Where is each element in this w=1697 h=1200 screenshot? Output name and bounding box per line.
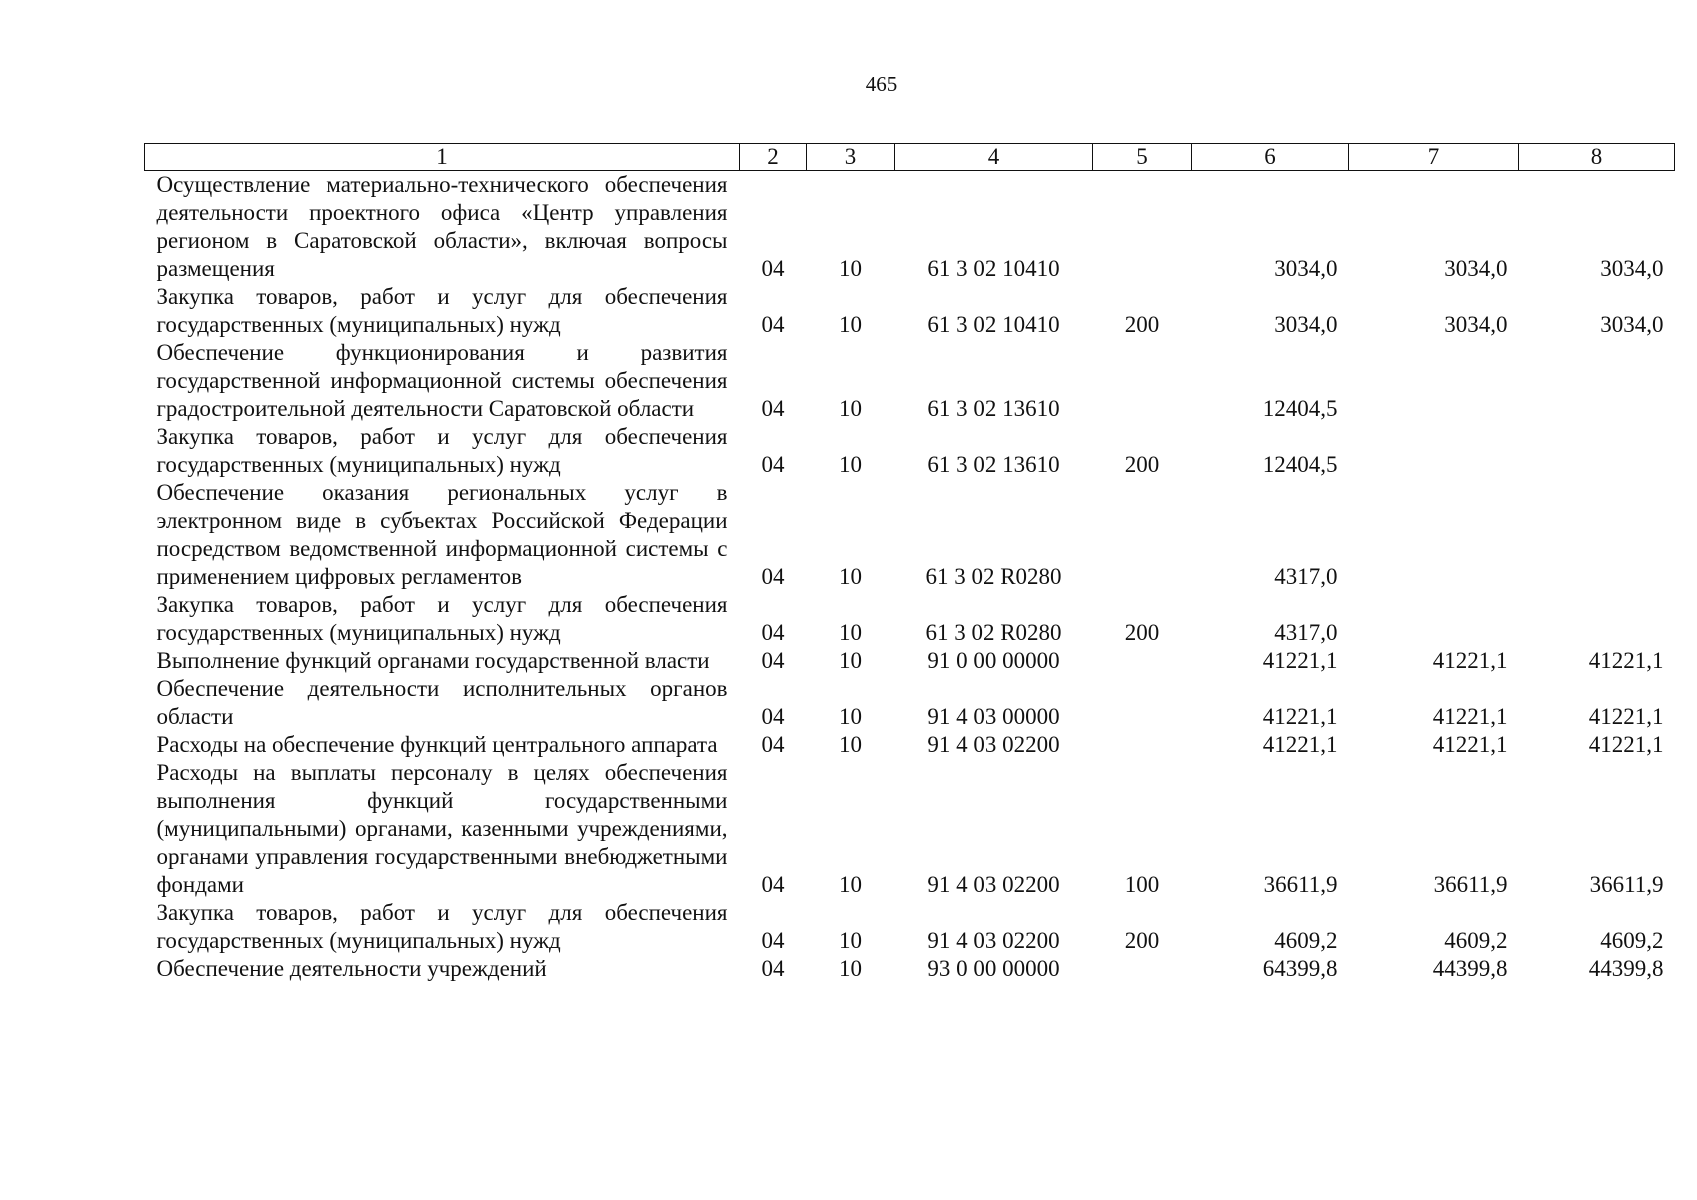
table-row xyxy=(145,675,1675,731)
cell-amount-8 xyxy=(1519,423,1675,479)
cell-subsection: 10 xyxy=(839,564,862,589)
column-header: 4 xyxy=(895,144,1093,171)
cell-amount-8: 41221,1 xyxy=(1588,732,1664,757)
table-header-row xyxy=(145,144,1675,171)
cell-target-code: 61 3 02 10410 xyxy=(927,312,1060,337)
cell-expense-type xyxy=(1093,731,1192,759)
table-row xyxy=(145,479,1675,591)
cell-section: 04 xyxy=(761,648,785,673)
row-name: Выполнение функций органами государственной власти xyxy=(156,648,710,673)
table-row xyxy=(145,339,1675,423)
cell-expense-type xyxy=(1093,339,1192,423)
cell-amount-7: 36611,9 xyxy=(1433,872,1508,897)
cell-section: 04 xyxy=(761,396,785,421)
cell-expense-type: 100 xyxy=(1124,872,1160,897)
cell-amount-6: 64399,8 xyxy=(1262,956,1338,981)
cell-amount-6: 41221,1 xyxy=(1262,704,1338,729)
cell-subsection: 10 xyxy=(839,396,862,421)
cell-amount-6: 4317,0 xyxy=(1274,564,1338,589)
cell-target-code: 91 0 00 00000 xyxy=(927,648,1060,673)
table-row xyxy=(145,731,1675,759)
table-row xyxy=(145,759,1675,899)
cell-subsection: 10 xyxy=(839,732,862,757)
cell-amount-6: 41221,1 xyxy=(1262,732,1338,757)
cell-expense-type: 200 xyxy=(1124,928,1160,953)
cell-target-code: 61 3 02 R0280 xyxy=(925,620,1062,645)
cell-amount-7: 4609,2 xyxy=(1444,928,1508,953)
table-row xyxy=(145,283,1675,339)
row-name: Закупка товаров, работ и услуг для обеспечения государственных (муниципальных) нужд xyxy=(156,592,728,645)
cell-amount-6: 4609,2 xyxy=(1274,928,1338,953)
cell-target-code: 61 3 02 R0280 xyxy=(925,564,1062,589)
cell-section: 04 xyxy=(761,256,785,281)
cell-subsection: 10 xyxy=(839,452,862,477)
cell-amount-6: 4317,0 xyxy=(1274,620,1338,645)
cell-expense-type xyxy=(1093,955,1192,983)
cell-target-code: 61 3 02 13610 xyxy=(927,396,1060,421)
cell-amount-7: 44399,8 xyxy=(1432,956,1508,981)
table-row xyxy=(145,955,1675,983)
cell-amount-8: 4609,2 xyxy=(1600,928,1664,953)
cell-expense-type: 200 xyxy=(1124,620,1160,645)
cell-target-code: 61 3 02 10410 xyxy=(927,256,1060,281)
cell-expense-type xyxy=(1093,647,1192,675)
cell-expense-type: 200 xyxy=(1124,452,1160,477)
cell-target-code: 93 0 00 00000 xyxy=(927,956,1060,981)
cell-amount-6: 12404,5 xyxy=(1262,452,1338,477)
column-header: 3 xyxy=(807,144,895,171)
cell-amount-7: 41221,1 xyxy=(1432,704,1508,729)
cell-section: 04 xyxy=(761,620,785,645)
cell-expense-type: 200 xyxy=(1124,312,1160,337)
row-name: Закупка товаров, работ и услуг для обеспечения государственных (муниципальных) нужд xyxy=(156,284,728,337)
cell-amount-6: 3034,0 xyxy=(1274,256,1338,281)
cell-amount-8: 41221,1 xyxy=(1588,704,1664,729)
row-name: Расходы на выплаты персоналу в целях обеспечения выполнения функций государственными (муниципальными) органами, казенными учреждениями, органами управления государственными внебюджетными фондами xyxy=(156,760,728,897)
cell-target-code: 91 4 03 02200 xyxy=(927,732,1060,757)
page-number: 465 xyxy=(865,72,898,96)
cell-subsection: 10 xyxy=(839,872,862,897)
cell-amount-8 xyxy=(1519,479,1675,591)
cell-amount-7 xyxy=(1349,423,1519,479)
cell-amount-8: 36611,9 xyxy=(1589,872,1664,897)
cell-amount-8 xyxy=(1519,591,1675,647)
table-row xyxy=(145,591,1675,647)
row-name: Закупка товаров, работ и услуг для обеспечения государственных (муниципальных) нужд xyxy=(156,424,728,477)
table-row xyxy=(145,899,1675,955)
column-header: 7 xyxy=(1349,144,1519,171)
column-header: 2 xyxy=(740,144,807,171)
table-row xyxy=(145,647,1675,675)
cell-amount-7: 41221,1 xyxy=(1432,648,1508,673)
cell-amount-7: 41221,1 xyxy=(1432,732,1508,757)
column-header: 1 xyxy=(145,144,740,171)
cell-amount-7 xyxy=(1349,339,1519,423)
cell-subsection: 10 xyxy=(839,928,862,953)
column-header: 5 xyxy=(1093,144,1192,171)
row-name: Закупка товаров, работ и услуг для обеспечения государственных (муниципальных) нужд xyxy=(156,900,728,953)
cell-subsection: 10 xyxy=(839,956,862,981)
cell-section: 04 xyxy=(761,452,785,477)
cell-section: 04 xyxy=(761,732,785,757)
cell-expense-type xyxy=(1093,675,1192,731)
cell-amount-8: 44399,8 xyxy=(1588,956,1664,981)
column-header: 6 xyxy=(1192,144,1349,171)
cell-amount-8 xyxy=(1519,339,1675,423)
row-name: Расходы на обеспечение функций центрального аппарата xyxy=(156,732,718,757)
cell-subsection: 10 xyxy=(839,620,862,645)
budget-table xyxy=(144,143,1675,983)
cell-expense-type xyxy=(1093,171,1192,284)
row-name: Обеспечение деятельности учреждений xyxy=(156,956,547,981)
cell-section: 04 xyxy=(761,872,785,897)
cell-amount-7: 3034,0 xyxy=(1444,312,1508,337)
cell-subsection: 10 xyxy=(839,648,862,673)
cell-subsection: 10 xyxy=(839,312,862,337)
cell-amount-7 xyxy=(1349,591,1519,647)
cell-section: 04 xyxy=(761,704,785,729)
cell-section: 04 xyxy=(761,564,785,589)
row-name: Обеспечение функционирования и развития государственной информационной системы обеспечения градостроительной деятельности Саратовской области xyxy=(156,340,728,421)
table-row xyxy=(145,171,1675,284)
cell-target-code: 91 4 03 02200 xyxy=(927,928,1060,953)
cell-target-code: 91 4 03 00000 xyxy=(927,704,1060,729)
cell-amount-6: 36611,9 xyxy=(1263,872,1338,897)
cell-subsection: 10 xyxy=(839,256,862,281)
cell-expense-type xyxy=(1093,479,1192,591)
cell-target-code: 91 4 03 02200 xyxy=(927,872,1060,897)
cell-amount-8: 3034,0 xyxy=(1600,256,1664,281)
table-row xyxy=(145,423,1675,479)
cell-target-code: 61 3 02 13610 xyxy=(927,452,1060,477)
cell-amount-6: 12404,5 xyxy=(1262,396,1338,421)
cell-amount-8: 3034,0 xyxy=(1600,312,1664,337)
cell-section: 04 xyxy=(761,956,785,981)
cell-amount-7 xyxy=(1349,479,1519,591)
cell-subsection: 10 xyxy=(839,704,862,729)
row-name: Осуществление материально-технического обеспечения деятельности проектного офиса «Центр управления регионом в Саратовской области», включая вопросы размещения xyxy=(156,172,728,281)
cell-amount-6: 41221,1 xyxy=(1262,648,1338,673)
column-header: 8 xyxy=(1519,144,1675,171)
cell-amount-8: 41221,1 xyxy=(1588,648,1664,673)
cell-section: 04 xyxy=(761,928,785,953)
row-name: Обеспечение деятельности исполнительных органов области xyxy=(156,676,728,729)
cell-amount-6: 3034,0 xyxy=(1274,312,1338,337)
cell-amount-7: 3034,0 xyxy=(1444,256,1508,281)
cell-section: 04 xyxy=(761,312,785,337)
row-name: Обеспечение оказания региональных услуг в электронном виде в субъектах Российской Федерации посредством ведомственной информационной системы с применением цифровых регламентов xyxy=(156,480,728,589)
